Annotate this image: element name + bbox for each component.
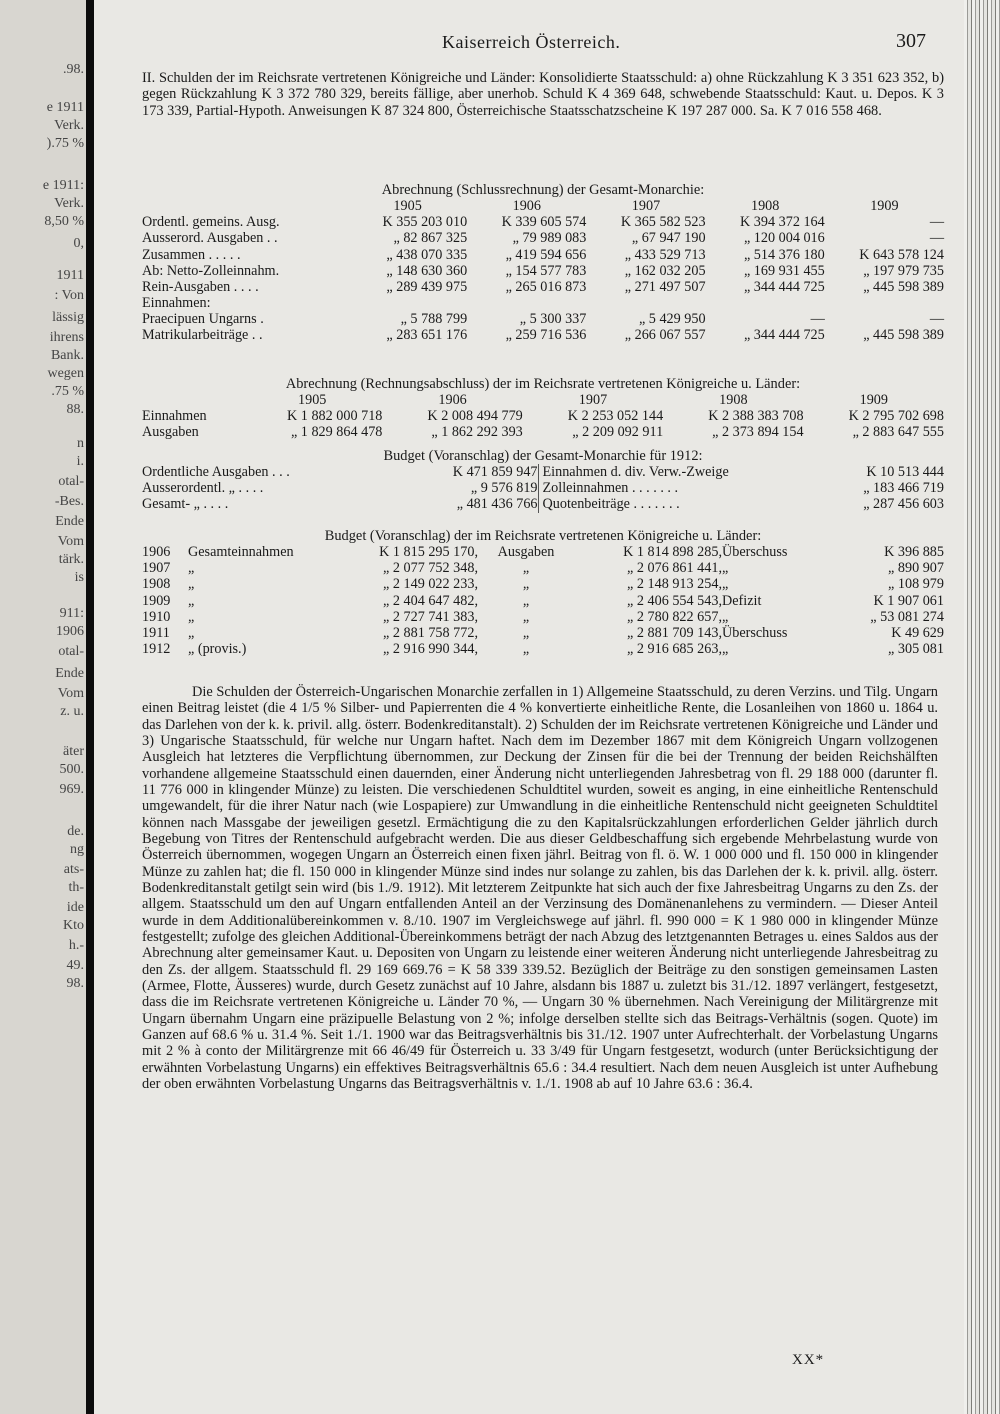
table-row: [142, 311, 944, 327]
cell-balance: K 396 885: [884, 544, 944, 561]
row-label: Ausserordentl. „ . . . .: [142, 480, 264, 497]
table2-title: Abrechnung (Rechnungsabschluss) der im Reichsrate vertretenen Königreiche u. Länder:: [285, 376, 801, 392]
cell-value: K 2 008 494 779: [427, 408, 523, 425]
cell-value: „ 445 598 389: [863, 278, 944, 295]
cell-exp-label: „: [522, 640, 530, 657]
row-label: Zusammen . . . . .: [142, 246, 241, 263]
table3-income: [538, 464, 944, 512]
table-row: [142, 544, 944, 560]
table-row: [543, 480, 944, 496]
cell-value: „ 283 651 176: [386, 327, 468, 344]
margin-fragment: 8,50 %: [44, 214, 84, 229]
book-spine: [86, 0, 94, 1414]
cell-value: [348, 295, 467, 311]
table3-title: Budget (Voranschlag) der Gesamt-Monarchie für 1912:: [383, 448, 703, 464]
cell-value: „ 265 016 873: [505, 278, 587, 295]
row-label: Gesamt- „ . . . .: [142, 496, 229, 513]
cell-value: „ 79 989 083: [512, 230, 587, 247]
cell-value: [825, 295, 944, 311]
margin-fragment: 88.: [66, 402, 84, 417]
table1-year: 1906: [512, 198, 541, 215]
cell-value: „ 5 429 950: [638, 310, 706, 327]
margin-fragment: Verk.: [54, 196, 84, 211]
table-budget-gesamt-monarchie: [142, 448, 944, 513]
margin-fragment: 1906: [56, 624, 84, 639]
table-budget-reichsrat: [142, 528, 944, 657]
cell-expenses: K 1 814 898 285,: [623, 544, 722, 561]
table-row: [543, 496, 944, 512]
lead-text: II. Schulden der im Reichsrate vertretenen Königreiche und Länder: Konsolidierte Staatsschuld: a) ohne Rückzahlung K 3 351 623 352, b) gegen Rückzahlung K 3 372 780 329, bereits fällige, aber unerhob. Schuld K 4 369 648, schwebende Staatsschuld: Kaut. u. Depos. K 3 173 339, Partial-Hypoth. Anweisungen K 87 324 800, Österreichische Staatsschatzscheine K 197 287 000. Sa. K 7 016 558 468.: [142, 70, 944, 119]
cell-label: „: [188, 560, 195, 577]
row-label: Matrikularbeiträge . .: [142, 327, 263, 344]
cell-year: 1907: [142, 560, 171, 577]
table-row: [142, 247, 944, 263]
cell-year: 1912: [142, 640, 171, 657]
table-row: [142, 424, 944, 440]
cell-value: „ 266 067 557: [624, 327, 706, 344]
cell-year: 1911: [142, 624, 170, 641]
cell-label: „: [188, 624, 195, 641]
margin-fragment: äter: [63, 744, 84, 759]
cell-expenses: „ 2 076 861 441,: [627, 560, 722, 577]
cell-value: „ 287 456 603: [863, 496, 944, 513]
cell-value: K 1 882 000 718: [287, 408, 383, 425]
row-label: Einnahmen: [142, 408, 207, 425]
signature-mark: XX*: [792, 1352, 825, 1368]
cell-exp-label: Ausgaben: [497, 544, 555, 561]
table2-year: 1909: [859, 392, 888, 409]
lead-paragraph: [142, 70, 944, 119]
cell-value: „ 5 300 337: [519, 310, 587, 327]
margin-fragment: 500.: [59, 762, 84, 777]
table-row: [142, 641, 944, 657]
margin-fragment: Bank.: [50, 348, 84, 363]
table2-corner: [142, 392, 242, 408]
cell-value: „ 344 444 725: [743, 278, 825, 295]
margin-fragment: e 1911: [46, 100, 84, 115]
table-row: [142, 625, 944, 641]
page: [94, 0, 964, 1414]
cell-value: K 10 513 444: [866, 464, 944, 481]
cell-value: K 394 372 164: [740, 214, 825, 231]
margin-fragment: Vom: [57, 686, 84, 701]
row-label: Ausgaben: [142, 424, 199, 441]
table-row: [142, 263, 944, 279]
table-reichsrat-abrechnung: [142, 376, 944, 441]
row-label: Ab: Netto-Zolleinnahm.: [142, 262, 280, 279]
cell-label: „ (provis.): [188, 640, 247, 657]
body-paragraph: Die Schulden der Österreich-Ungarischen Monarchie zerfallen in 1) Allgemeine Staatsschuld, zu deren Verzins. und Tilg. Ungarn einen Beitrag leistet (die 4 1/5 % Silber- und Papierrenten die 4 % konvertierte einheitliche Rente, die Losanleihen von 1860 u. 1864 u. das Darlehen von der k. k. privil. allg. österr. Bodenkreditanstalt). 2) Schulden der im Reichsrate vertretenen Königreiche und Länder und 3) Ungarische Staatsschuld, für welche nur Ungarn haftet. Nach dem im Dezember 1867 mit dem Königreich Ungarn vollzogenen Ausgleich hat letzteres die Verpflichtung übernommen, zur Deckung der Zinsen für die bei der Trennung der beiden Reichshälften vorhandene allgemeine Staatsschuld einen dauernden, einer Änderung nicht unterliegenden Jahresbetrag von fl. 29 188 000 (darunter fl. 11 776 000 in klingender Münze) zu leisten. Die verschiedenen Schuldtitel wurden, soweit es anging, in eine einheitliche Rentenschuld umgewandelt, für die ihrer Natur nach (wie Lospapiere) zur Umwandlung in die einheitliche Rentenschuld nicht geeigneten Schuldtitel können nach Massgabe der jeweiligen gesetzl. Ermächtigung die zu den Kapitalsrückzahlungen erforderlichen Gelder jährlich durch Begebung von Titres der Rentenschuld aufgebracht werden. Die aus dieser Geldbeschaffung sich ergebende Mehrbelastung wurde von Österreich übernommen, wogegen Ungarn an Österreich einen fixen jährl. Beitrag von fl. ö. W. 1 000 000 und fl. 150 000 in klingender Münze zu zahlen hat; die fl. 150 000 in klingender Münze sind indes nur solange zu zahlen, bis das Darlehen der k. k. privil. allg. österr. Bodenkreditanstalt getilgt sein wird (bis 1./9. 1912). Mit letzterem Zeitpunkte hat sich auch der fixe Jahresbeitrag Ungarns zu den Zs. der allgem. Staatsschuld um den auf Ungarn entfallenden Anteil an der Verzinsung des Domänenanlehens zu vermindern. — Dieser Anteil wurde in dem Additionalübereinkommen v. 8./10. 1907 im Vergleichswege auf jährl. fl. 990 000 = K 1 980 000 in klingender Münze festgestellt; zufolge des gleichen Additional-Übereinkommens beträgt der nach Abzug des letztgenannten Betrages u. eines Saldos aus der Abrechnung alter gemeinsamer Kaut. u. Depositen von Ungarn zu leistende einer weiteren Änderung nicht unterliegende Jahresbeitrag zu den Zs. der allgem. Staatsschuld fl. 29 169 669.76 = K 58 339 339.52. Bezüglich der Beiträge zu den sonstigen gemeinsamen Lasten (Armee, Flotte, Äusseres) wurde, durch Gesetz zunächst auf 10 Jahre, alsdann bis 1887 u. zuletzt bis 31./12. 1897 verlängert, festgesetzt, dass die im Reichsrate vertretenen Königreiche u. Länder 70 %, — Ungarn 30 % übernehmen. Nach Vereinigung der Militärgrenze mit Ungarn übernahm Ungarn eine präzipuelle Belastung von 2 %; infolge derselben stellte sich das Beitrags-Verhältnis (sogen. Quote) im Ganzen auf 68.6 % u. 31.4 %. Seit 1./1. 1900 war das Beitragsverhältnis bis 31./12. 1907 unter Aufrechterhalt. der Vorbelastung Ungarns mit 2 % à conto der Militärgrenze mit 66 46/49 für Österreich u. 33 3/49 für Ungarn festgesetzt, wodurch (unter Berücksichtigung der erwähnten Vorbelastung Ungarns) ein effektives Beitragsverhältnis 65.6 : 34.4 resultiert. Nach dem neuen Ausgleich ist unter Aufhebung der oben erwähnten Vorbelastung Ungarns das Beitragsverhältnis v. 1./1. 1908 ab auf 10 Jahre 63.6 : 36.4.: [142, 684, 938, 1092]
cell-value: „ 82 867 325: [393, 230, 468, 247]
table2-year: 1905: [298, 392, 327, 409]
cell-label: „: [188, 592, 195, 609]
cell-bal-label: „: [722, 560, 729, 577]
cell-value: „ 169 931 455: [743, 262, 825, 279]
cell-value: „ 1 829 864 478: [290, 424, 383, 441]
cell-value: „ 183 466 719: [863, 480, 944, 497]
cell-value: „ 514 376 180: [743, 246, 825, 263]
margin-fragment: 969.: [59, 782, 84, 797]
margin-fragment: i.: [76, 454, 84, 469]
table1-title: Abrechnung (Schlussrechnung) der Gesamt-Monarchie:: [381, 182, 705, 198]
cell-balance: „ 890 907: [888, 560, 944, 577]
cell-value: „ 2 209 092 911: [572, 424, 664, 441]
margin-fragment: Kto: [63, 918, 84, 933]
cell-year: 1908: [142, 576, 171, 593]
cell-value: „ 197 979 735: [863, 262, 944, 279]
cell-year: 1910: [142, 608, 171, 625]
cell-income: „ 2 404 647 482,: [383, 592, 478, 609]
margin-fragment: ihrens: [49, 330, 84, 345]
page-edge: [964, 0, 1000, 1414]
cell-income: K 1 815 295 170,: [379, 544, 478, 561]
table2-year: 1907: [578, 392, 608, 409]
margin-fragment: n: [77, 436, 84, 451]
margin-fragment: .98.: [63, 62, 84, 77]
table1-year: 1905: [393, 198, 422, 215]
row-label: Ausserord. Ausgaben . .: [142, 230, 278, 247]
row-label: Praecipuen Ungarns .: [142, 310, 264, 327]
previous-page-margin: [0, 0, 86, 1414]
margin-fragment: th-: [68, 880, 84, 895]
cell-value: „ 9 576 819: [470, 480, 538, 497]
margin-fragment: : Von: [54, 288, 84, 303]
cell-label: Gesamteinnahmen: [188, 544, 294, 561]
cell-income: „ 2 149 022 233,: [383, 576, 478, 593]
page-number: 307: [896, 30, 926, 52]
margin-fragment: Verk.: [54, 118, 84, 133]
margin-fragment: Ende: [55, 666, 84, 681]
cell-value: K 2 388 383 708: [708, 408, 804, 425]
cell-balance: „ 108 979: [888, 576, 944, 593]
table-row: [142, 279, 944, 295]
margin-fragment: 49.: [66, 958, 84, 973]
margin-fragment: z. u.: [60, 704, 84, 719]
table4: [142, 544, 944, 657]
cell-value: „ 120 004 016: [743, 230, 825, 247]
cell-expenses: „ 2 916 685 263,: [627, 640, 722, 657]
page-header: [142, 32, 944, 56]
cell-value: „ 481 436 766: [456, 496, 538, 513]
cell-value: K 2 795 702 698: [848, 408, 944, 425]
cell-bal-label: „: [722, 640, 729, 657]
table1: [142, 198, 944, 343]
cell-bal-label: Defizit: [722, 592, 762, 609]
table1-year: 1909: [870, 198, 899, 215]
table-row: [142, 576, 944, 592]
table2-year: 1906: [438, 392, 467, 409]
body-text: [142, 684, 938, 1092]
margin-fragment: -Bes.: [54, 494, 84, 509]
cell-exp-label: „: [522, 592, 530, 609]
table-row: [142, 560, 944, 576]
margin-fragment: otal-: [58, 474, 84, 489]
table-row: [142, 593, 944, 609]
cell-value: „ 289 439 975: [386, 278, 468, 295]
table3-expenses: [142, 464, 538, 512]
margin-fragment: e 1911:: [42, 178, 84, 193]
cell-value: K 365 582 523: [620, 214, 706, 231]
row-label: Einnahmen:: [142, 294, 211, 311]
margin-fragment: .75 %: [51, 384, 84, 399]
cell-expenses: „ 2 881 709 143,: [627, 624, 722, 641]
table-row: [142, 609, 944, 625]
margin-fragment: h.-: [68, 938, 84, 953]
row-label: Zolleinnahmen . . . . . . .: [542, 480, 679, 497]
row-label: Ordentl. gemeins. Ausg.: [142, 214, 280, 231]
margin-fragment: de.: [67, 824, 84, 839]
table-row: [142, 230, 944, 246]
cell-balance: „ 305 081: [888, 640, 944, 657]
cell-value: „ 5 788 799: [400, 310, 468, 327]
cell-balance: „ 53 081 274: [870, 608, 944, 625]
margin-fragment: Vom: [57, 534, 84, 549]
cell-value: K 2 253 052 144: [567, 408, 664, 425]
row-label: Ordentliche Ausgaben . . .: [142, 464, 290, 481]
row-label: Quotenbeiträge . . . . . . .: [542, 496, 680, 513]
margin-fragment: 1911: [56, 268, 84, 283]
cell-label: „: [188, 576, 195, 593]
cell-income: „ 2 727 741 383,: [383, 608, 478, 625]
table4-title: Budget (Voranschlag) der im Reichsrate vertretenen Königreiche u. Länder:: [324, 528, 762, 544]
cell-income: „ 2 077 752 348,: [383, 560, 478, 577]
table-row: [142, 496, 538, 512]
table1-year: 1907: [631, 198, 661, 215]
table-row: [142, 295, 944, 311]
cell-expenses: „ 2 780 822 657,: [627, 608, 722, 625]
margin-fragment: wegen: [47, 366, 84, 381]
cell-exp-label: „: [522, 560, 530, 577]
cell-value: „ 433 529 713: [624, 246, 706, 263]
cell-bal-label: Überschuss: [722, 544, 788, 561]
margin-fragment: 911:: [59, 606, 84, 621]
margin-fragment: 0,: [73, 236, 84, 251]
margin-fragment: is: [74, 570, 84, 585]
cell-exp-label: „: [522, 576, 530, 593]
cell-value: K 355 203 010: [382, 214, 468, 231]
cell-value: K 339 605 574: [501, 214, 587, 231]
margin-fragment: 98.: [66, 976, 84, 991]
table2: [142, 392, 944, 440]
cell-value: „ 1 862 292 393: [431, 424, 523, 441]
cell-income: „ 2 916 990 344,: [383, 640, 478, 657]
table-row: [142, 327, 944, 343]
cell-value: „ 148 630 360: [386, 262, 468, 279]
cell-value: „ 162 032 205: [624, 262, 706, 279]
table1-corner: [142, 198, 348, 214]
cell-value: „ 67 947 190: [631, 230, 706, 247]
cell-value: „ 419 594 656: [505, 246, 587, 263]
table-row: [543, 464, 944, 480]
row-label: Einnahmen d. div. Verw.-Zweige: [542, 464, 729, 481]
cell-bal-label: „: [722, 576, 729, 593]
cell-income: „ 2 881 758 772,: [383, 624, 478, 641]
cell-expenses: „ 2 148 913 254,: [627, 576, 722, 593]
cell-value: „ 259 716 536: [505, 327, 587, 344]
cell-expenses: „ 2 406 554 543,: [627, 592, 722, 609]
cell-balance: K 49 629: [891, 624, 944, 641]
table2-year: 1908: [719, 392, 748, 409]
table-row: [142, 480, 538, 496]
running-title: Kaiserreich Österreich.: [442, 32, 621, 52]
cell-bal-label: „: [722, 608, 729, 625]
table-gesamt-monarchie-abrechnung: [142, 182, 944, 343]
cell-value: „ 2 883 647 555: [852, 424, 944, 441]
cell-value: [467, 295, 586, 311]
cell-balance: K 1 907 061: [873, 592, 944, 609]
margin-fragment: otal-: [58, 644, 84, 659]
cell-value: —: [929, 214, 944, 231]
cell-bal-label: Überschuss: [722, 624, 788, 641]
cell-label: „: [188, 608, 195, 625]
cell-value: „ 271 497 507: [624, 278, 706, 295]
table-row: [142, 408, 944, 424]
cell-exp-label: „: [522, 624, 530, 641]
cell-value: „ 344 444 725: [743, 327, 825, 344]
cell-value: „ 445 598 389: [863, 327, 944, 344]
cell-value: „ 438 070 335: [386, 246, 468, 263]
margin-fragment: ).75 %: [46, 136, 84, 151]
cell-value: K 643 578 124: [859, 246, 944, 263]
table-row: [142, 214, 944, 230]
margin-fragment: tärk.: [58, 552, 84, 567]
cell-value: [706, 295, 825, 311]
margin-fragment: lässig: [52, 310, 84, 325]
table1-header-row: [142, 198, 944, 214]
cell-value: —: [929, 230, 944, 247]
table2-header-row: [142, 392, 944, 408]
margin-fragment: ats-: [63, 862, 84, 877]
cell-value: —: [810, 310, 825, 327]
cell-year: 1909: [142, 592, 171, 609]
cell-value: —: [929, 310, 944, 327]
margin-fragment: Ende: [55, 514, 84, 529]
cell-value: „ 154 577 783: [505, 262, 587, 279]
cell-value: [586, 295, 705, 311]
table-row: [142, 464, 538, 480]
cell-year: 1906: [142, 544, 171, 561]
margin-fragment: ide: [66, 900, 84, 915]
cell-exp-label: „: [522, 608, 530, 625]
cell-value: „ 2 373 894 154: [712, 424, 804, 441]
cell-value: K 471 859 947: [452, 464, 538, 481]
table1-year: 1908: [750, 198, 780, 215]
row-label: Rein-Ausgaben . . . .: [142, 278, 259, 295]
margin-fragment: ng: [70, 842, 84, 857]
